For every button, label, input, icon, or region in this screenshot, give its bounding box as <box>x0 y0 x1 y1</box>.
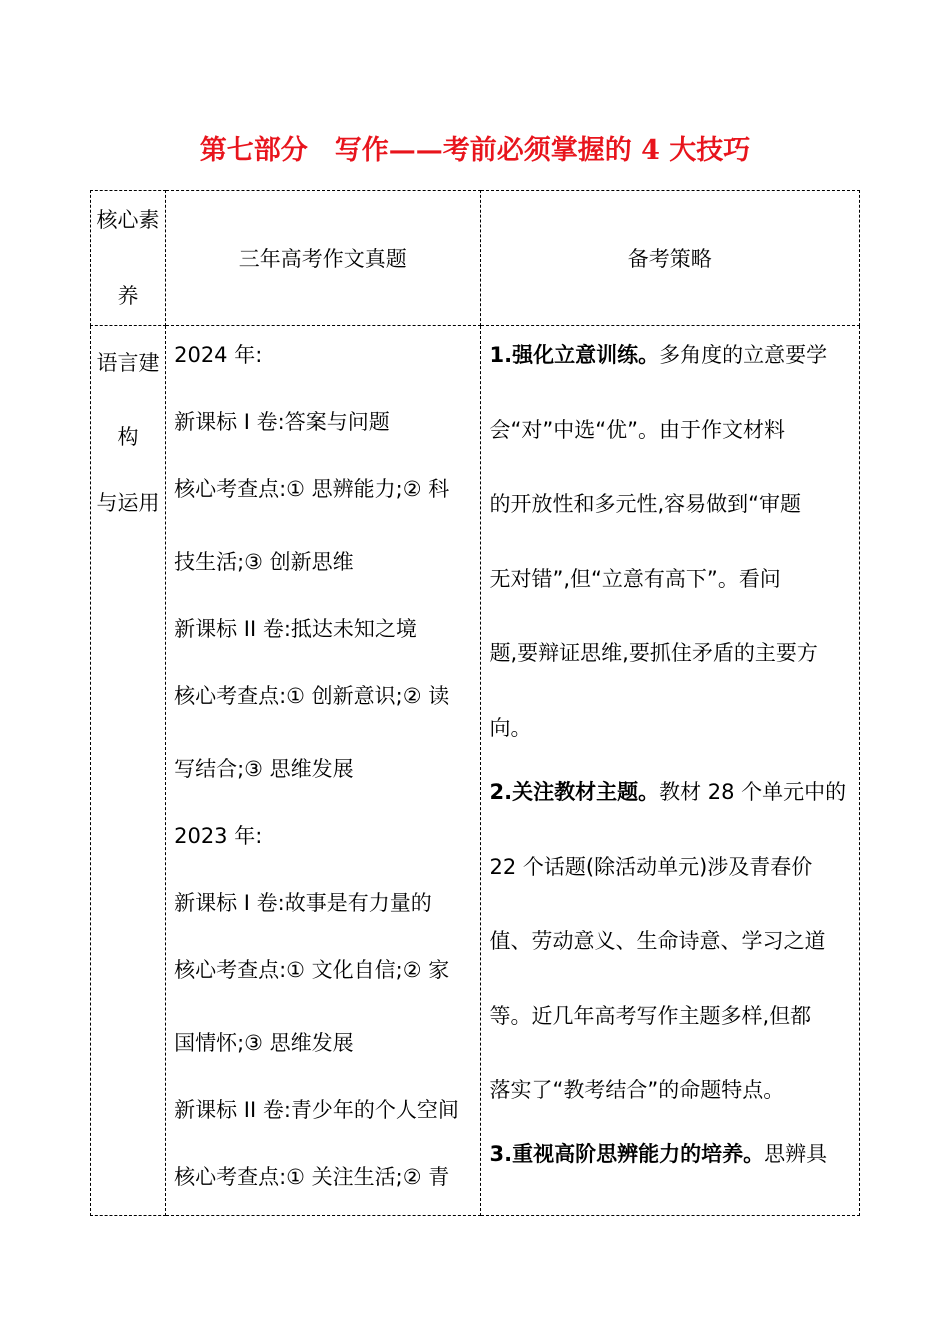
exam-line: 核心考查点:① 文化自信;② 家 <box>174 958 450 982</box>
exam-line: 国情怀;③ 思维发展 <box>174 1031 354 1055</box>
strategy-3-heading: 3.重视高阶思辨能力的培养。 <box>489 1142 765 1167</box>
header-strategy: 备考策略 <box>480 191 860 326</box>
strategy-text: 多角度的立意要学 <box>659 343 828 367</box>
header-exam-topics: 三年高考作文真题 <box>166 191 480 326</box>
exam-line: 写结合;③ 思维发展 <box>174 757 354 781</box>
strategy-line: 无对错”,但“立意有高下”。看问 <box>489 566 781 591</box>
exam-line: 核心考查点:① 思辨能力;② 科 <box>174 477 450 501</box>
exam-line: 2024 年: <box>174 343 263 367</box>
header-row <box>91 191 860 326</box>
core-literacy-cell <box>91 326 166 1216</box>
strategy-1-heading: 1.强化立意训练。 <box>489 343 660 367</box>
header-core-line2: 养 <box>117 284 139 308</box>
strategy-line <box>490 1125 852 1200</box>
strategy-line: 向。 <box>489 715 532 740</box>
strategy-line: 22 个话题(除活动单元)涉及青春价 <box>489 854 813 879</box>
header-core-literacy <box>91 191 166 326</box>
exam-line: 核心考查点:① 关注生活;② 青 <box>174 1165 450 1189</box>
exam-line: 新课标 I 卷:答案与问题 <box>174 410 390 434</box>
strategy-line <box>490 763 852 838</box>
exam-topics-cell <box>166 326 480 1216</box>
exam-line: 技生活;③ 创新思维 <box>174 550 354 574</box>
strategy-cell <box>480 326 860 1216</box>
page-title: 第七部分 写作——考前必须掌握的 4 大技巧 <box>199 135 751 166</box>
core-line2: 构 <box>117 425 139 449</box>
body-row <box>91 326 860 1216</box>
exam-line: 新课标 II 卷:抵达未知之境 <box>174 617 417 641</box>
exam-line: 2023 年: <box>174 824 263 848</box>
strategy-text: 思辨具 <box>764 1142 828 1167</box>
exam-line: 核心考查点:① 创新意识;② 读 <box>174 684 450 708</box>
exam-line: 新课标 II 卷:青少年的个人空间 <box>174 1098 459 1122</box>
strategy-text: 教材 28 个单元中的 <box>659 779 847 804</box>
core-line1: 语言建 <box>96 351 160 375</box>
strategy-line: 等。近几年高考写作主题多样,但都 <box>489 1003 812 1028</box>
strategy-table <box>90 190 860 1216</box>
strategy-line: 的开放性和多元性,容易做到“审题 <box>489 492 802 517</box>
strategy-line: 值、劳动意义、生命诗意、学习之道 <box>489 929 826 954</box>
strategy-line <box>490 326 852 401</box>
exam-line: 新课标 I 卷:故事是有力量的 <box>174 891 432 915</box>
strategy-line: 落实了“教考结合”的命题特点。 <box>489 1078 785 1103</box>
strategy-2-heading: 2.关注教材主题。 <box>489 779 660 804</box>
strategy-line: 题,要辩证思维,要抓住矛盾的主要方 <box>489 641 818 666</box>
core-line3: 与运用 <box>96 491 160 515</box>
header-core-line1: 核心素 <box>96 208 160 232</box>
strategy-line: 会“对”中选“优”。由于作文材料 <box>489 417 786 442</box>
